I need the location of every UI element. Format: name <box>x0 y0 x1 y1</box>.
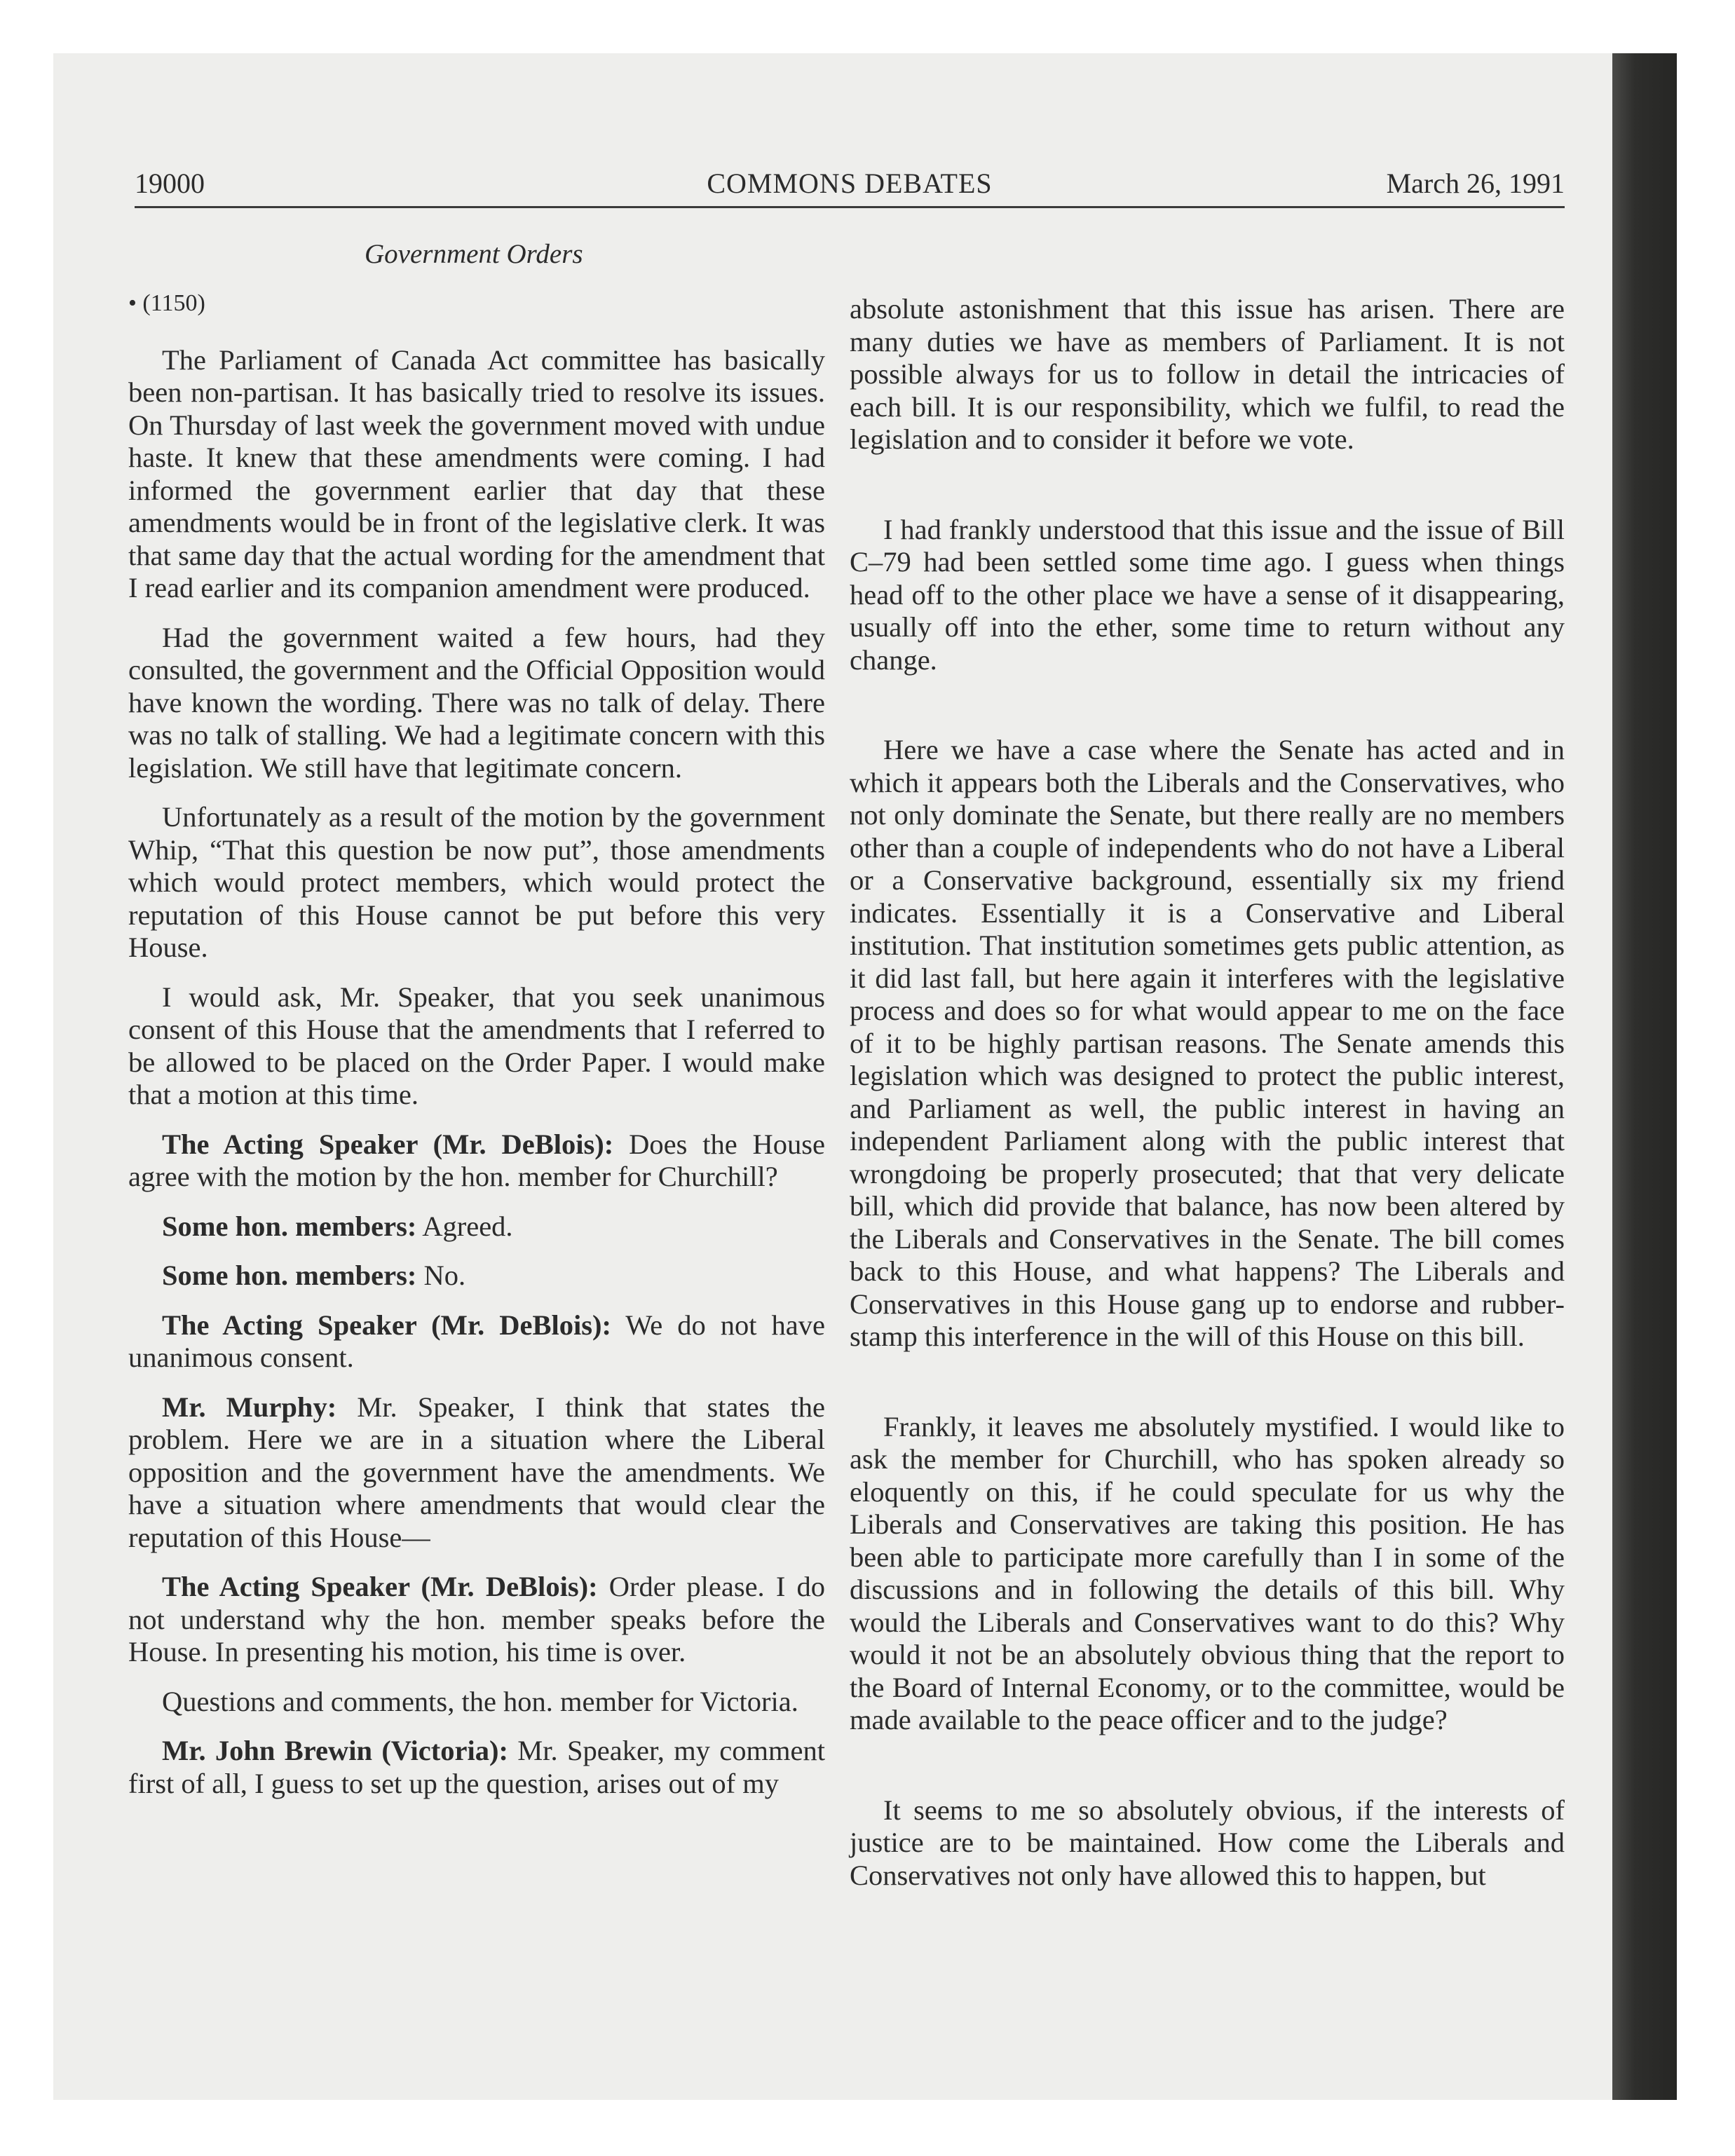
paragraph-text: I would ask, Mr. Speaker, that you seek unanimous consent of this House that the amendments that I referred to be allowed to be placed on the Order Paper. I would make that a motion at this time. <box>128 981 825 1110</box>
right-column <box>850 293 1565 1909</box>
paragraph-text: Does the House agree with the motion by the hon. member for Churchill? <box>128 1128 826 1192</box>
paragraph <box>850 293 1565 456</box>
paragraph <box>128 622 825 785</box>
speaker-name: Mr. John Brewin (Victoria): <box>162 1735 508 1766</box>
paragraph-text: Frankly, it leaves me absolutely mystified. I would like to ask the member for Churchill, who has spoken already so eloquently on this, if he could speculate for us why the Liberals and Conservatives are taking this position. He has been able to participate more carefully than I in some of the discussions and in following the details of this bill. Why would the Liberals and Conservatives want to do this? Why would it not be an absolutely obvious thing that the report to the Board of Internal Economy, or to the committee, would be made available to the peace officer and to the judge? <box>850 1410 1565 1735</box>
paragraph-text: It seems to me so absolutely obvious, if the interests of justice are to be maintained. How come the Liberals and Conservatives not only have allowed this to happen, but <box>850 1794 1565 1891</box>
paragraph <box>128 1735 825 1800</box>
paragraph-text: We do not have unanimous consent. <box>128 1309 825 1373</box>
paragraph <box>128 801 825 964</box>
publication-title: COMMONS DEBATES <box>707 168 993 199</box>
speaker-name: Some hon. members: <box>162 1260 417 1291</box>
section-title: Government Orders <box>365 239 583 269</box>
paragraph <box>128 1391 825 1555</box>
paragraph <box>850 514 1565 677</box>
speaker-name: Mr. Murphy: <box>162 1391 337 1423</box>
speaker-name: The Acting Speaker (Mr. DeBlois): <box>162 1128 614 1160</box>
paragraph-text: I had frankly understood that this issue and the issue of Bill C–79 had been settled some time ago. I guess when things head off to the other place we have a sense of it disappearing, usually off into the ether, some time to return without any change. <box>850 513 1565 676</box>
paragraph-text: The Parliament of Canada Act committee has basically been non-partisan. It has basically tried to resolve its issues. On Thursday of last week the government moved with undue haste. It knew that these amendments were coming. I had informed the government earlier that day that these amendments would be in front of the legislative clerk. It was that same day that the actual wording for the amendment that I read earlier and its companion amendment were produced. <box>128 343 825 603</box>
paragraph-text: Agreed. <box>422 1210 513 1242</box>
paragraph-text: Order please. I do not understand why the hon. member speaks before the House. In presenting his motion, his time is over. <box>128 1571 826 1667</box>
paragraph <box>128 981 825 1112</box>
paragraph-text: No. <box>423 1260 466 1291</box>
paragraph <box>128 1309 825 1374</box>
paragraph-text: Mr. Speaker, I think that states the problem. Here we are in a situation where the Liberal opposition and the government have the amendments. We have a situation where amendments that would clear the reputation of this House— <box>128 1391 825 1553</box>
time-marker: • (1150) <box>128 290 205 316</box>
paragraph <box>128 344 825 605</box>
page-number: 19000 <box>135 168 205 199</box>
paragraph <box>128 1128 825 1194</box>
paragraph <box>850 1794 1565 1892</box>
paragraph-text: Here we have a case where the Senate has acted and in which it appears both the Liberals and the Conservatives, who not only dominate the Senate, but there really are no members other than a couple of independents who do not have a Liberal or a Conservative background, essentially six my friend indicates. Essentially it is a Conservative and Liberal institution. That institution sometimes gets public attention, as it did last fall, but here again it interferes with the legislative process and does so for what would appear to me on the face of it to be highly partisan reasons. The Senate amends this legislation which was designed to protect the public interest, and Parliament as well, the public interest in having an independent Parliament along with the public interest that wrongdoing be properly prosecuted; that that very delicate bill, which did provide that balance, has now been altered by the Liberals and Conservatives in the Senate. The bill comes back to this House, and what happens? The Liberals and Conservatives in this House gang up to endorse and rubber-stamp this interference in the will of this House on this bill. <box>850 734 1565 1352</box>
header-rule <box>135 206 1565 208</box>
paragraph-text: absolute astonishment that this issue has arisen. There are many duties we have as members of Parliament. It is not possible always for us to follow in detail the intricacies of each bill. It is our responsibility, which we fulfil, to read the legislation and to consider it before we vote. <box>850 293 1565 455</box>
publication-date: March 26, 1991 <box>1386 168 1565 199</box>
running-header <box>135 160 1565 205</box>
paragraph <box>850 734 1565 1353</box>
paragraph <box>128 1571 825 1669</box>
paragraph <box>128 1260 825 1292</box>
left-column <box>128 287 825 1817</box>
speaker-name: The Acting Speaker (Mr. DeBlois): <box>162 1309 611 1341</box>
speaker-name: The Acting Speaker (Mr. DeBlois): <box>162 1571 598 1602</box>
paragraph-text: Mr. Speaker, my comment first of all, I guess to set up the question, arises out of my <box>128 1735 825 1799</box>
paragraph-text: Had the government waited a few hours, had they consulted, the government and the Official Opposition would have known the wording. There was no talk of delay. There was no talk of stalling. We had a legitimate concern with this legislation. We still have that legitimate concern. <box>128 621 825 784</box>
paragraph-text: Unfortunately as a result of the motion by the government Whip, “That this question be now put”, those amendments which would protect members, which would protect the reputation of this House cannot be put before this very House. <box>128 801 825 963</box>
paragraph <box>850 1411 1565 1737</box>
binding-shadow <box>1612 53 1677 2100</box>
speaker-name: Some hon. members: <box>162 1210 417 1242</box>
paragraph-text: Questions and comments, the hon. member for Victoria. <box>162 1685 798 1717</box>
paragraph <box>128 1686 825 1719</box>
paragraph <box>128 1210 825 1243</box>
